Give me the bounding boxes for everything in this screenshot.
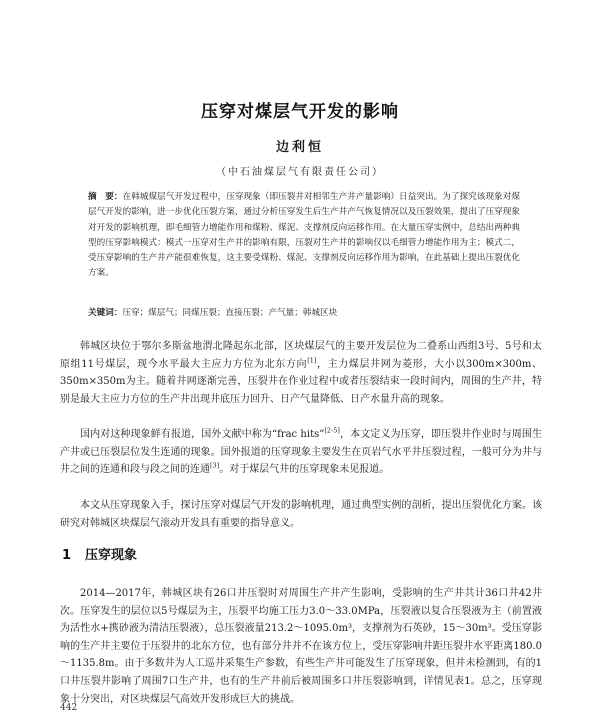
intro-paragraph-2: 国内对这种现象鲜有报道，国外文献中称为“frac hits”[2-5]，本文定义为压穿，即压裂井作业时与周围生产井或已压裂层位发生连通的现象。国外报道的压穿现象主要发生在页岩气水平井压裂过程，一般可分为井与井之间的连通和段与段之间的连通[3]。对于煤层气井的压穿现象未见报道。 xyxy=(60,426,542,476)
section-title: 压穿现象 xyxy=(85,548,138,563)
intro-paragraph-1: 韩城区块位于鄂尔多斯盆地渭北隆起东北部，区块煤层气的主要开发层位为二叠系山西组3号、5号和太原组11号煤层，现今水平最大主应力方位为北东方向[1]，主力煤层井网为菱形，大小以300m×300m、350m×350m为主。随着井网逐渐完善，压裂井在作业过程中或者压裂结束一段时间内，周围的生产井，特别是最大主应力方位的生产井出现井底压力回升、日产气量降低、日产水量升高的现象。 xyxy=(60,341,542,405)
section-number: 1 xyxy=(62,548,72,563)
keywords-text: 压穿；煤层气；同煤压裂；直接压裂；产气量；韩城区块 xyxy=(122,308,338,318)
keywords-label: 关键词： xyxy=(88,308,123,318)
author-affiliation: （中石油煤层气有限责任公司） xyxy=(216,167,384,178)
author-name: 边利恒 xyxy=(275,140,324,155)
keywords-block xyxy=(88,306,520,320)
abstract-text: 在韩城煤层气开发过程中，压穿现象（即压裂井对相邻生产井产量影响）日益突出。为了探究该现象对煤层气开发的影响，进一步优化压裂方案，通过分析压穿发生后生产井产气恢复情况以及压裂效果，提出了压穿现象对开发的影响机理，即毛细管力增能作用和煤粉、煤泥、支撑剂反向运移作用。在大量压穿实例中，总结出两种典型的压穿影响模式：模式一压穿对生产井的影响有限，压裂对生产井的影响仅以毛细管力增能作用为主；模式二，受压穿影响的生产井产能很难恢复，这主要受煤粉、煤泥、支撑剂反向运移作用为影响，在此基础上提出压裂优化方案。 xyxy=(88,192,520,279)
section-1-paragraph: 2014—2017年，韩城区块有26口井压裂时对周围生产井产生影响，受影响的生产井共计36口井42井次。压穿发生的层位以5号煤层为主，压裂平均施工压力3.0～33.0MPa，压裂液以复合压裂液为主（前置液为活性水+携砂液为清洁压裂液），总压裂液量213.2～1095.0m³，支撑剂为石英砂，15～30m³。受压穿影响的生产井主要位于压裂井的北东方位，也有部分井并不在该方位上，受压穿影响井距压裂井水平距离180.0～1135.8m。由于多数井为人工巡井采集生产参数，有些生产井可能发生了压穿现象，但井未检测到，有的1口井压裂井影响了周围7口生产井，也有的生产井前后被周围多口井压裂影响到，详情见表1。总之，压穿现象十分突出，对区块煤层气高效开发形成巨大的挑战。 xyxy=(60,588,542,705)
intro-paragraph-3: 本文从压穿现象入手，探讨压穿对煤层气开发的影响机理，通过典型实例的剖析，提出压裂优化方案。该研究对韩城区块煤层气滚动开发具有重要的指导意义。 xyxy=(60,500,542,529)
section-heading-1 xyxy=(62,544,137,563)
page-number: 442 xyxy=(60,703,78,713)
abstract-label: 摘 要： xyxy=(88,192,123,202)
abstract-block xyxy=(88,190,520,282)
paper-title: 压穿对煤层气开发的影响 xyxy=(201,102,399,122)
